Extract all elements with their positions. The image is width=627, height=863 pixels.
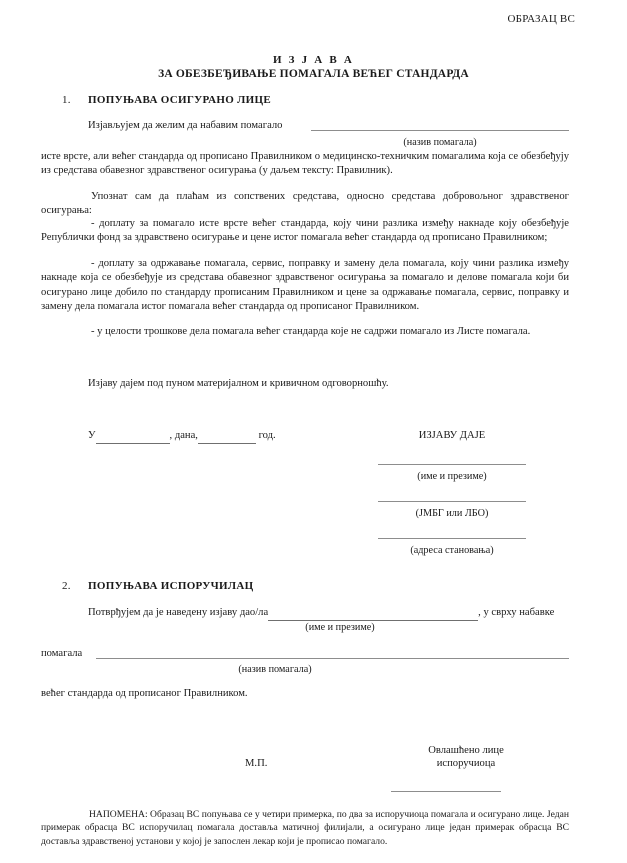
responsibility-statement: Изјаву дајем под пуном материјалном и кривичном одговорношћу. [88, 378, 389, 389]
date-label: , дана, [169, 430, 198, 441]
declarer-id-input-rule[interactable] [378, 501, 526, 502]
place-date-line [88, 429, 276, 444]
declarer-id-caption: (ЈМБГ или ЛБО) [415, 508, 489, 519]
declarer-address-caption: (адреса становања) [410, 545, 494, 556]
supplier-confirmation-line [88, 606, 554, 621]
section-1-number: 1. [62, 94, 71, 106]
authorized-person-label-line2: испоручиоца [436, 758, 496, 769]
form-code-label: ОБРАЗАЦ ВС [507, 13, 575, 25]
declarer-heading: ИЗЈАВУ ДАЈЕ [418, 430, 486, 441]
authorized-person-signature-rule[interactable] [391, 791, 501, 792]
supplier-confirmation-lead: Потврђујем да је наведену изјаву дао/ла [88, 607, 269, 618]
footer-note: НАПОМЕНА: Образац ВС попуњава се у четири примерка, по два за испоручиоца помагала и осигурано лице. Један примерак обрасца ВС испоручилац помагала доставља матичној филијали, а осигурано лице један примерак обрасца ВС доставља здравственој установи у којој је запослен лекар који је прописао помагало. [41, 809, 569, 847]
page-subtitle: ЗА ОБЕЗБЕЂИВАЊЕ ПОМАГАЛА ВЕЋЕГ СТАНДАРДА [158, 68, 469, 80]
insured-name-caption: (име и презиме) [305, 622, 375, 633]
supplier-aid-input-rule[interactable] [96, 658, 569, 659]
aid-name-caption: (назив помагала) [403, 137, 477, 148]
section-2-heading [62, 579, 254, 594]
section-1-title: ПОПУЊАВА ОСИГУРАНО ЛИЦЕ [88, 94, 271, 106]
section-2-number: 2. [62, 580, 71, 592]
payment-bullet-3: - у целости трошкове дела помагала већег стандарда које не садржи помагало из Листе помагала. [91, 326, 531, 337]
page-title: И З Ј А В А [272, 54, 355, 66]
supplier-aid-label: помагала [41, 648, 83, 659]
aid-declaration-rest: исте врсте, али већег стандарда од прописано Правилником о медицинско-техничким помагалима која се обезбеђују из средстава обавезног здравственог осигурања (у даљем тексту: Правилник). [41, 151, 569, 177]
stamp-placeholder-label: М.П. [245, 758, 268, 769]
supplier-aid-name-caption: (назив помагала) [238, 664, 312, 675]
section-1-heading [62, 93, 271, 108]
payment-awareness-paragraph: Упознат сам да плаћам из сопствених средстава, односно средстава добровољног здравственог осигурања: [41, 191, 569, 217]
payment-bullet-1: - доплату за помагало исте врсте већег стандарда, коју чини разлика између накнаде коју обезбеђује Републички фонд за здравствено осигурање и цене истог помагала већег стандарда од прописано Правилником; [41, 218, 569, 244]
aid-declaration-lead: Изјављујем да желим да набавим помагало [88, 120, 283, 131]
insured-name-input[interactable] [268, 606, 478, 621]
section-2-title: ПОПУЊАВА ИСПОРУЧИЛАЦ [88, 580, 254, 592]
declarer-address-input-rule[interactable] [378, 538, 526, 539]
declarer-name-input-rule[interactable] [378, 464, 526, 465]
authorized-person-label-line1: Овлашћено лице [428, 745, 504, 756]
place-input[interactable] [96, 429, 170, 444]
payment-bullet-2: - доплату за одржавање помагала, сервис, поправку и замену дела помагала, коју чини разлика између накнаде која се обезбеђује из средстава обавезног здравственог осигурања за помагало и делове помагала који би осигурано лице добило по стандарду прописаним Правилником и цене за одржавање помагала, сервис, поправку и замену дела помагала истог помагала већег стандарда од прописаног Правилником. [41, 258, 569, 313]
place-label: У [88, 430, 96, 441]
supplier-confirmation-tail: , у сврху набавке [478, 607, 555, 618]
declarer-name-caption: (име и презиме) [417, 471, 487, 482]
supplier-standard-line: већег стандарда од прописаног Правилником. [41, 688, 248, 699]
date-input[interactable] [198, 429, 256, 444]
year-label: год. [258, 430, 276, 441]
aid-name-input-rule[interactable] [311, 130, 569, 131]
